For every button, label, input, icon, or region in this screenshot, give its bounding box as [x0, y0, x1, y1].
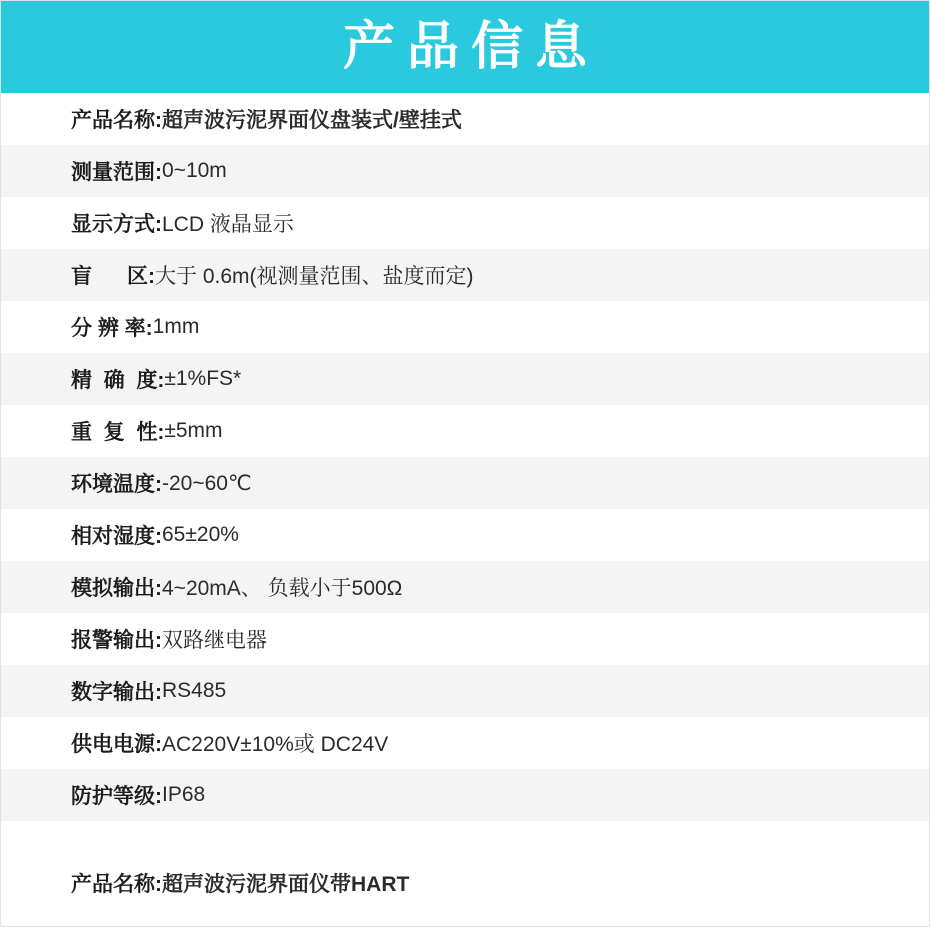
spec-row	[1, 197, 929, 249]
spec-value: -20~60℃	[162, 471, 252, 495]
spec-row	[1, 457, 929, 509]
spec-value: 4~20mA、 负载小于500Ω	[162, 577, 403, 600]
spec-label: 数字输出:	[71, 681, 162, 704]
spec-row	[1, 509, 929, 561]
spec-row	[1, 665, 929, 717]
spec-row	[1, 857, 929, 909]
spec-value: IP68	[162, 783, 206, 806]
spec-value: ±5mm	[164, 419, 223, 442]
spec-row	[1, 717, 929, 769]
spec-label: 测量范围:	[71, 161, 162, 184]
spec-row	[1, 613, 929, 665]
spec-label: 盲 区:	[71, 265, 155, 288]
spec-label: 产品名称:	[71, 109, 162, 132]
spec-label: 相对湿度:	[71, 525, 162, 548]
spec-row	[1, 769, 929, 821]
spec-value: 65±20%	[162, 523, 239, 546]
spec-label: 模拟输出:	[71, 577, 162, 600]
spec-value: 大于 0.6m(视测量范围、盐度而定)	[155, 265, 474, 288]
spec-label: 重 复 性:	[71, 421, 165, 444]
spec-label: 防护等级:	[71, 785, 162, 808]
page-title: 产品信息	[342, 18, 599, 76]
spec-row	[1, 145, 929, 197]
spec-value: 1mm	[152, 315, 200, 338]
spec-value: AC220V±10%或 DC24V	[162, 733, 389, 756]
spec-value: ±1%FS*	[164, 367, 242, 390]
specification-list	[1, 93, 929, 909]
spec-label: 分 辨 率:	[71, 317, 153, 340]
spec-row	[1, 353, 929, 405]
spec-label: 显示方式:	[71, 213, 162, 236]
spec-label: 产品名称:	[71, 873, 162, 896]
spec-value: 超声波污泥界面仪盘装式/壁挂式	[162, 109, 462, 132]
spec-row	[1, 301, 929, 353]
spec-value: 超声波污泥界面仪带HART	[162, 873, 410, 896]
spec-value: LCD 液晶显示	[162, 213, 294, 236]
spec-label: 报警输出:	[71, 629, 162, 652]
spec-label: 供电电源:	[71, 733, 162, 756]
spec-value: RS485	[162, 679, 227, 702]
spec-value: 双路继电器	[162, 629, 267, 652]
spec-row	[1, 249, 929, 301]
spec-row	[1, 405, 929, 457]
spec-row	[1, 561, 929, 613]
spec-label: 环境温度:	[71, 473, 162, 496]
page-banner	[1, 1, 929, 93]
spec-row	[1, 93, 929, 145]
spec-row-spacer	[1, 821, 929, 857]
spec-label: 精 确 度:	[71, 369, 165, 392]
spec-value: 0~10m	[162, 159, 227, 182]
